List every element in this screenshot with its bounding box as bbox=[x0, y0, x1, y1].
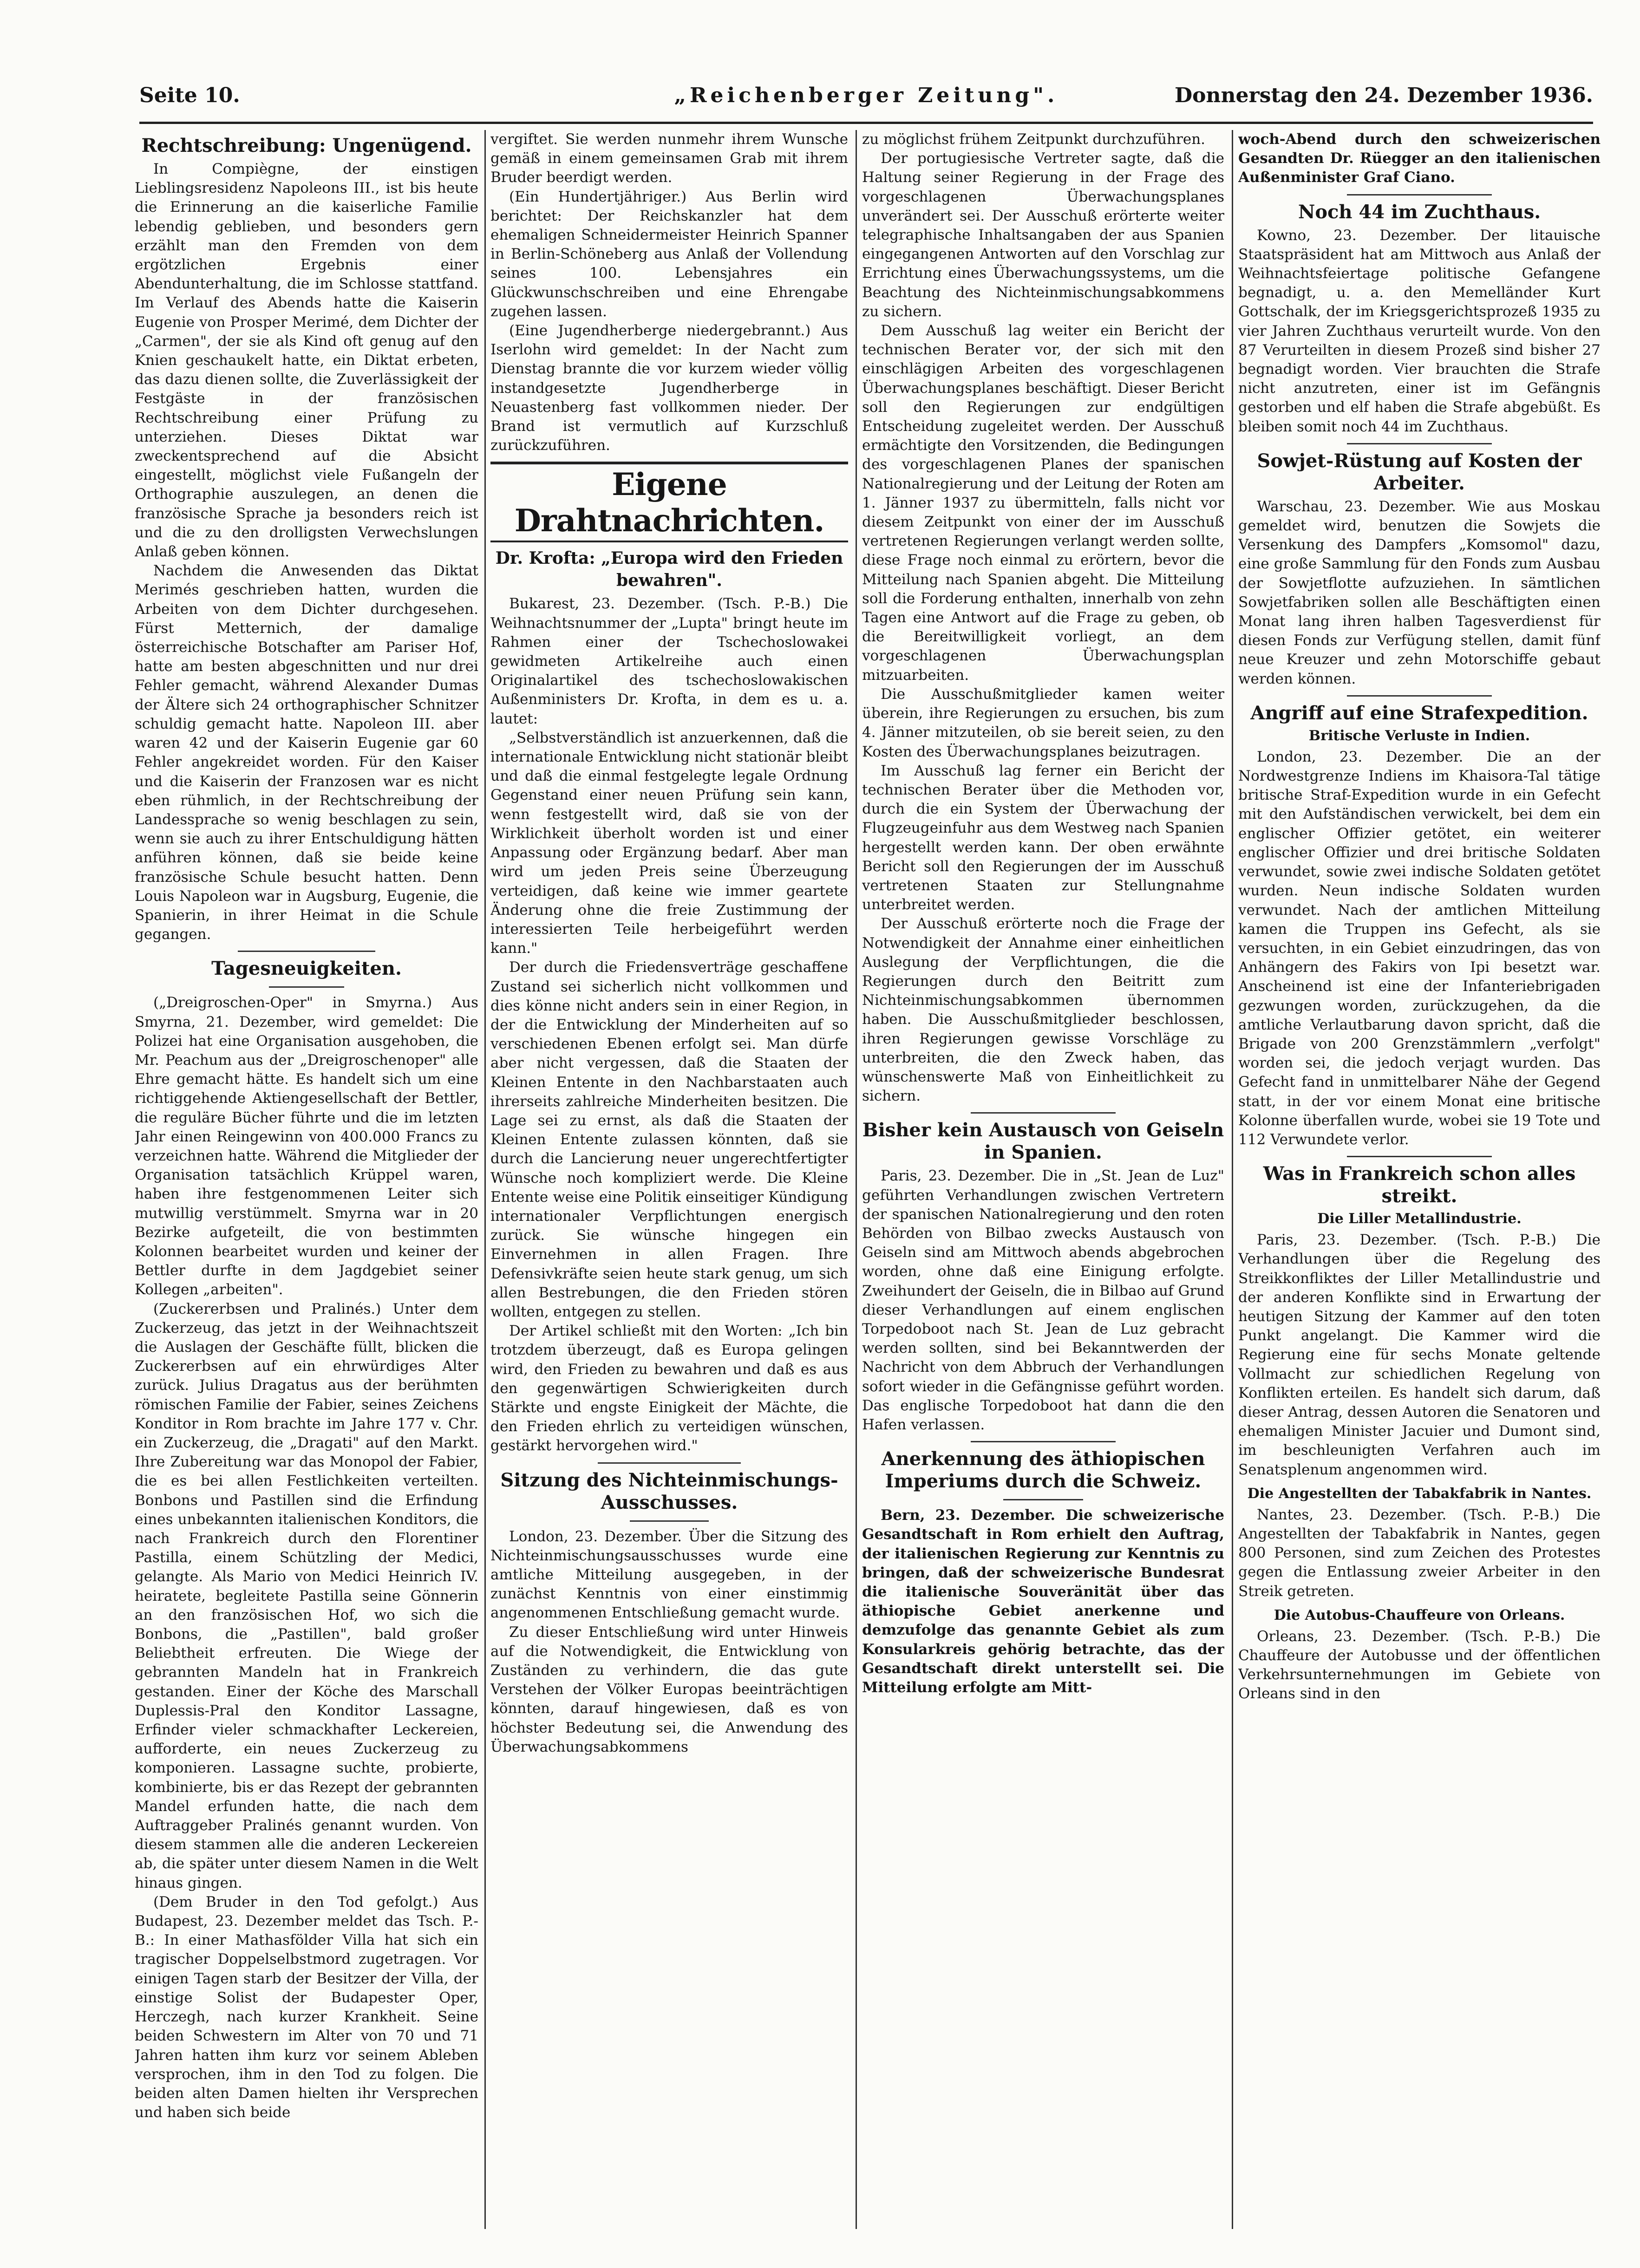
article-separator bbox=[269, 986, 345, 988]
article-paragraph: Im Ausschuß lag ferner ein Bericht der technischen Berater über die Methoden vor, durch die ein System der Überwachung der Flugzeugeinfuhr aus dem Westweg nach Spanien hergestellt werden kann. Der oben erwähnte Bericht soll den Regierungen der im Ausschuß vertretenen Staaten zur Stellungnahme unterbreitet werden. bbox=[862, 762, 1224, 913]
article-paragraph: Orleans, 23. Dezember. (Tsch. P.-B.) Die Chauffeure der Autobusse und der öffentlichen Verkehrsunternehmungen im Gebiete von Orleans sind in den bbox=[1238, 1628, 1601, 1702]
article-subtitle: Britische Verluste in Indien. bbox=[1308, 727, 1530, 744]
column-4 bbox=[1238, 130, 1601, 2229]
article-paragraph: Paris, 23. Dezember. Die in „St. Jean de Luz" geführten Verhandlungen zwischen Vertretern der spanischen Nationalregierung und den roten Behörden von Bilbao zwecks Austausch von Geiseln sind am Mittwoch abends abgebrochen worden, ohne daß eine Einigung erfolgte. Zweihundert der Geiseln, die in Bilbao auf Grund dieser Verhandlungen auf einem englischen Torpedoboot nach St. Jean de Luz gebracht werden sollten, sind bei Bekanntwerden der Nachricht von dem Abbruch der Verhandlungen sofort wieder in die Gefängnisse geführt worden. Das englische Torpedoboot hat dann die den Hafen verlassen. bbox=[862, 1167, 1224, 1433]
column-2 bbox=[490, 130, 848, 2229]
article-paragraph: (Eine Jugendherberge niedergebrannt.) Aus Iserlohn wird gemeldet: In der Nacht zum Dienstag brannte die vor kurzem wieder völlig instandgesetzte Jugendherberge in Neuastenberg fast vollkommen nieder. Der Brand ist vermutlich auf Kurzschluß zurückzuführen. bbox=[490, 322, 848, 454]
article-separator bbox=[630, 1520, 708, 1522]
article-title: Angriff auf eine Strafexpedition. bbox=[1250, 702, 1588, 724]
article-subtitle: Die Angestellten der Tabakfabrik in Nantes. bbox=[1247, 1485, 1592, 1502]
article-paragraph: „Selbstverständlich ist anzuerkennen, daß die internationale Entwicklung nicht stationär bleibt und daß die einmal festgelegte legale Ordnung Gegenstand einer neuen Prüfung sein kann, wenn festgestellt wird, daß sie von der Wirklichkeit überholt worden ist und einer Anpassung oder Ergänzung bedarf. Aber man wird um jeden Preis seine Überzeugung verteidigen, daß keine wie immer geartete Änderung ohne die freie Zustimmung der interessierten Teile herbeigeführt werden kann." bbox=[490, 729, 848, 957]
article-paragraph: (Dem Bruder in den Tod gefolgt.) Aus Budapest, 23. Dezember meldet das Tsch. P.-B.: In einer Mathasfölder Villa hat sich ein tragischer Doppelselbstmord zugetragen. Vor einigen Tagen starb der Besitzer der Villa, der einstige Solist der Budapester Oper, Herczegh, nach kurzer Krankheit. Seine beiden Schwestern im Alter von 70 und 71 Jahren hatten ihm kurz vor seinem Ableben versprochen, ihm in den Tod zu folgen. Die beiden alten Damen hielten ihr Versprechen und haben sich beide bbox=[135, 1893, 478, 2121]
article-paragraph: zu möglichst frühem Zeitpunkt durchzuführen. bbox=[862, 131, 1206, 148]
column-rule bbox=[1232, 130, 1233, 2229]
section-title: Tagesneuigkeiten. bbox=[211, 958, 402, 980]
article-paragraph: London, 23. Dezember. Die an der Nordwestgrenze Indiens im Khaisora-Tal tätige britische Straf-Expedition wurde in ein Gefecht mit den Aufständischen verwickelt, bei dem ein englischer Offizier getötet, ein weiterer englischer Offizier und drei britische Soldaten verwundet, sowie zwei indische Soldaten getötet wurden. Neun indische Soldaten wurden verwundet. Nach der amtlichen Mitteilung kamen die Truppen ins Gefecht, als sie versuchten, in ein Gebiet einzudringen, das von Anhängern des Fakirs von Ipi besetzt war. Anscheinend ist eine der Infanteriebrigaden gezwungen worden, zurückzugehen, da die amtliche Verlautbarung davon spricht, daß die Brigade von 200 Grenzstämmlern „verfolgt" worden sei, die jedoch verjagt wurden. Das Gefecht fand in unmittelbarer Nähe der Gegend statt, in der vor einem Monat eine britische Kolonne überfallen wurde, wobei sie 19 Tote und 112 Verwundete verlor. bbox=[1238, 748, 1601, 1148]
column-rule bbox=[856, 130, 857, 2229]
article-title: Rechtschreibung: Ungenügend. bbox=[141, 135, 472, 156]
article-paragraph: (Zuckererbsen und Pralinés.) Unter dem Zuckerzeug, das jetzt in der Weihnachtszeit die Auslagen der Geschäfte füllt, blicken die Zuckererbsen auf ein ehrwürdiges Alter zurück. Julius Dragatus aus der berühmten römischen Familie der Fabier, seines Zeichens Konditor in Rom brachte im Jahre 177 v. Chr. ein Zuckerzeug, die „Dragati" auf den Markt. Ihre Zubereitung war das Monopol der Fabier, die es bei allen Festlichkeiten verteilten. Bonbons und Pastillen sind die Erfindung eines unbekannten italienischen Konditors, die nach Frankreich durch den Florentiner Pastilla, einem Schützling der Medici, gelangte. Als Mario von Medici Heinrich IV. heiratete, begleitete Pastilla seine Gönnerin an den französischen Hof, wo sich die Bonbons, die „Pastillen", bald großer Beliebtheit erfreuten. Die Wiege der gebrannten Mandeln hat in Frankreich gestanden. Einer der Köche des Marschall Duplessis-Pral den Konditor Lassagne, Erfinder vieler schmackhafter Leckereien, aufforderte, ein neues Zuckerzeug zu komponieren. Lassagne suchte, probierte, kombinierte, bis er das Rezept der gebrannten Mandel erfunden hatte, die nach dem Auftraggeber Pralinés genannt wurden. Von diesem stammen alle die anderen Leckereien ab, die später unter diesem Namen in die Welt hinaus gingen. bbox=[135, 1300, 478, 1891]
article-separator bbox=[971, 1441, 1116, 1442]
article-paragraph: Bukarest, 23. Dezember. (Tsch. P.-B.) Die Weihnachtsnummer der „Lupta" bringt heute im Rahmen einer der Tschechoslowakei gewidmeten Artikelreihe auch einen Originalartikel des tschechoslowakischen Außenministers Dr. Krofta, in dem es u. a. lautet: bbox=[490, 595, 848, 727]
article-paragraph: Die Ausschußmitglieder kamen weiter überein, ihre Regierungen zu ersuchen, bis zum 4. Jänner mitzuteilen, ob sie bereit seien, zu den Kosten des Überwachungsplanes beizutragen. bbox=[862, 685, 1224, 760]
article-title: Sitzung des Nichteinmischungs-Ausschusses. bbox=[500, 1469, 838, 1513]
article-paragraph: Nantes, 23. Dezember. (Tsch. P.-B.) Die Angestellten der Tabakfabrik in Nantes, gegen 800 Personen, sind zum Zeichen des Protestes gegen die Entlassung zweier Arbeiter in den Streik getreten. bbox=[1238, 1506, 1601, 1600]
article-title: Dr. Krofta: „Europa wird den Frieden bewahren". bbox=[495, 548, 843, 591]
article-separator bbox=[971, 1112, 1116, 1114]
article-paragraph: Zu dieser Entschließung wird unter Hinweis auf die Notwendigkeit, die Entwicklung von Zuständen zu verhindern, die das gute Verstehen der Völker Europas beeinträchtigen könnten, darauf hingewiesen, daß es von höchster Bedeutung sei, die Anwendung des Überwachungsabkommens bbox=[490, 1623, 848, 1755]
article-separator bbox=[598, 1462, 741, 1464]
article-paragraph: London, 23. Dezember. Über die Sitzung des Nichteinmischungsausschusses wurde eine amtliche Mitteilung ausgegeben, in der zunächst Kenntnis von einer einstimmig angenommenen Entschließung gemacht wurde. bbox=[490, 1528, 848, 1622]
column-rule bbox=[484, 130, 486, 2229]
article-separator bbox=[238, 951, 375, 952]
article-paragraph: Der portugiesische Vertreter sagte, daß die Haltung seiner Regierung in der Frage des vorgeschlagenen Überwachungsplanes unverändert sei. Der Ausschuß erörterte weiter telegraphische Inhaltsangaben der aus Spanien eingegangenen Antworten auf den Vorschlag zur Errichtung eines Überwachungssystems, um die Beachtung des Nichteinmischungsabkommens zu sichern. bbox=[862, 150, 1224, 320]
article-paragraph: Bern, 23. Dezember. Die schweizerische Gesandtschaft in Rom erhielt den Auftrag, der italienischen Regierung zur Kenntnis zu bringen, daß der schweizerische Bundesrat die italienische Souveränität über das äthiopische Gebiet anerkenne und demzufolge das genannte Gebiet als zum Konsularkreis gehörig betrachte, das der Gesandtschaft direkt unterstellt sei. Die Mitteilung erfolgte am Mitt- bbox=[862, 1507, 1224, 1696]
article-paragraph: Dem Ausschuß lag weiter ein Bericht der technischen Berater vor, der sich mit den einschlägigen Arbeiten des vorgeschlagenen Überwachungsplanes beschäftigt. Dieser Bericht soll den Regierungen zur endgültigen Entscheidung zugeleitet werden. Der Ausschuß ermächtigte den Vorsitzenden, die Bedingungen des vorgeschlagenen Planes der spanischen Nationalregierung und der Leitung der Roten am 1. Jänner 1937 zu übermitteln, falls nicht vor diesem Zeitpunkt von einer der im Ausschuß vertretenen Regierungen verlangt werden sollte, diese Frage noch einmal zu erörtern, bevor die Mitteilung nach Spanien abgeht. Die Mitteilung soll die Forderung enthalten, innerhalb von zehn Tagen eine Antwort auf die Frage zu geben, ob die Bereitwilligkeit vorliegt, an dem vorgeschlagenen Überwachungsplan mitzuarbeiten. bbox=[862, 322, 1224, 684]
article-separator bbox=[1347, 443, 1492, 444]
article-title: Anerkennung des äthiopischen Imperiums durch die Schweiz. bbox=[881, 1448, 1205, 1492]
article-separator bbox=[1347, 1156, 1492, 1157]
page-header bbox=[139, 84, 1593, 111]
article-separator bbox=[1347, 194, 1492, 196]
article-paragraph: Warschau, 23. Dezember. Wie aus Moskau gemeldet wird, benutzen die Sowjets die Versenkung des Dampfers „Komsomol" dazu, eine große Sammlung für den Fonds zum Ausbau der Sowjetflotte aufzuziehen. In sämtlichen Sowjetfabriken sollen alle Beschäftigten einen Monat lang ihren halben Tagesverdienst für diesen Fonds zur Verfügung stellen, damit fünf neue Kreuzer und zehn Motorschiffe gebaut werden können. bbox=[1238, 498, 1601, 687]
article-title: Noch 44 im Zuchthaus. bbox=[1298, 201, 1541, 223]
article-paragraph: In Compiègne, der einstigen Lieblingsresidenz Napoleons III., ist bis heute die Erinnerung an die kaiserliche Familie lebendig geblieben, und besonders gern erzählt man den Fremden von dem ergötzlichen Ergebnis einer Abendunterhaltung, die im Schlosse stattfand. Im Verlauf des Abends hatte die Kaiserin Eugenie von Prosper Merimé, dem Dichter der „Carmen", der sie als Kind oft genug auf den Knien geschaukelt hatte, ein Diktat erbeten, das dazu dienen sollte, die Zuverlässigkeit der Festgäste in der französischen Rechtschreibung einer Prüfung zu unterziehen. Dieses Diktat war zweckentsprechend auf die Absicht eingestellt, möglichst viele Fußangeln der Orthographie auszulegen, an denen die französische Sprache ja besonders reich ist und die zu den drolligsten Verwechslungen Anlaß geben können. bbox=[135, 161, 478, 560]
section-banner: Eigene Drahtnachrichten. bbox=[490, 462, 848, 542]
column-1 bbox=[135, 130, 478, 2229]
article-title: Bisher kein Austausch von Geiseln in Spanien. bbox=[862, 1119, 1224, 1164]
article-paragraph: vergiftet. Sie werden nunmehr ihrem Wunsche gemäß in einem gemeinsamen Grab mit ihrem Bruder beerdigt werden. bbox=[490, 131, 848, 186]
article-paragraph: Der Artikel schließt mit den Worten: „Ich bin trotzdem überzeugt, daß es Europa gelingen wird, den Frieden zu bewahren und daß es aus den gegenwärtigen Schwierigkeiten durch Stärkte und engste Einigkeit der Mächte, die den Frieden ehrlich zu verteidigen wünschen, gestärkt hervorgehen wird." bbox=[490, 1323, 848, 1454]
issue-date: Donnerstag den 24. Dezember 1936. bbox=[1174, 84, 1593, 107]
article-paragraph: Kowno, 23. Dezember. Der litauische Staatspräsident hat am Mittwoch aus Anlaß der Weihnachtsfeiertage politische Gefangene begnadigt, u. a. den Memelländer Kurt Gottschalk, der im Kriegsgerichtsprozeß 1935 zu vier Jahren Zuchthaus verurteilt wurde. Von den 87 Verurteilten in diesem Prozeß sind bisher 27 begnadigt worden. Vier brauchten die Strafe nicht anzutreten, einer ist im Gefängnis gestorben und elf haben die Strafe abgebüßt. Es bleiben somit noch 44 im Zuchthaus. bbox=[1238, 227, 1601, 435]
page-number: Seite 10. bbox=[139, 84, 240, 107]
article-paragraph: Der Ausschuß erörterte noch die Frage der Notwendigkeit der Annahme einer einheitlichen Auslegung der Verpflichtungen, die die Regierungen durch den Beitritt zum Nichteinmischungsabkommen übernommen haben. Die Ausschußmitglieder beschlossen, ihren Regierungen gewisse Vorschläge zu unterbreiten, die den Zweck haben, das wünschenswerte Maß von Einheitlichkeit zu sichern. bbox=[862, 915, 1224, 1105]
column-3 bbox=[862, 130, 1224, 2229]
article-subtitle: Die Liller Metallindustrie. bbox=[1317, 1211, 1522, 1227]
article-paragraph: Der durch die Friedensverträge geschaffene Zustand sei sicherlich nicht vollkommen und dies könne nicht anders sein in einer Region, in der die Entwicklung der Minderheiten auf so verschiedenen Ebenen erfolgt sei. Man dürfe aber nicht vergessen, daß die Staaten der Kleinen Entente in den Nachbarstaaten auch ihrerseits zahlreiche Minderheiten besitzen. Die Lage sei zu ernst, als daß die Staaten der Kleinen Entente zulassen könnten, daß sie durch die Lancierung neuer ungerechtfertigter Wünsche noch kompliziert werde. Die Kleine Entente weise eine Politik einseitiger Kündigung internationaler Verpflichtungen energisch zurück. Sie wünsche hingegen ein Einvernehmen in allen Fragen. Ihre Defensivkräfte seien heute stark genug, um sich allen Bestrebungen, die den Frieden stören wollten, entgegen zu stellen. bbox=[490, 959, 848, 1320]
article-paragraph: Nachdem die Anwesenden das Diktat Merimés geschrieben hatten, wurden die Arbeiten von dem Dichter durchgesehen. Fürst Metternich, der damalige österreichische Botschafter am Pariser Hof, hatte am besten abgeschnitten und nur drei Fehler gemacht, während Alexander Dumas der Ältere sich 24 orthographischer Schnitzer schuldig gemacht hatte. Napoleon III. aber waren 42 und der Kaiserin Eugenie gar 60 Fehler angekreidet worden. Für den Kaiser und die Kaiserin der Franzosen war es nicht eben rühmlich, in der Rechtschreibung der Landessprache so wenig beschlagen zu sein, wenn sie auch zu ihrer Entschuldigung hätten anführen können, daß sie beide keine französische Schule besucht hatten. Denn Louis Napoleon war in Augsburg, Eugenie, die Spanierin, in ihrer Heimat in die Schule gegangen. bbox=[135, 562, 478, 943]
header-rule bbox=[139, 122, 1593, 124]
article-subtitle: Die Autobus-Chauffeure von Orleans. bbox=[1274, 1607, 1565, 1623]
article-title: Sowjet-Rüstung auf Kosten der Arbeiter. bbox=[1257, 450, 1582, 494]
article-separator bbox=[1003, 1499, 1083, 1500]
article-paragraph: (Ein Hundertjähriger.) Aus Berlin wird berichtet: Der Reichskanzler hat dem ehemaligen Schneidermeister Heinrich Spanner in Berlin-Schöneberg aus Anlaß der Vollendung seines 100. Lebensjahres ein Glückwunschschreiben und eine Ehrengabe zugehen lassen. bbox=[490, 188, 848, 320]
article-paragraph: Paris, 23. Dezember. (Tsch. P.-B.) Die Verhandlungen über die Regelung des Streikkonfliktes der Liller Metallindustrie und der anderen Konflikte sind in Erwartung der heutigen Sitzung der Kammer auf den toten Punkt angelangt. Die Kammer wird die Regierung eine für sechs Monate geltende Vollmacht zur schiedlichen Regelung von Konflikten erteilen. Es handelt sich darum, daß dieser Antrag, dessen Autoren die Senatoren und ehemaligen Minister Jacuier und Dumont sind, im beschleunigten Verfahren auch im Senatsplenum angenommen wird. bbox=[1238, 1232, 1601, 1478]
article-paragraph: („Dreigroschen-Oper" in Smyrna.) Aus Smyrna, 21. Dezember, wird gemeldet: Die Polizei hat eine Organisation ausgehoben, die Mr. Peachum aus der „Dreigroschenoper" alle Ehre gemacht hätte. Es handelt sich um eine richtiggehende Aktiengesellschaft der Bettler, die reguläre Bücher führte und die im letzten Jahr einen Reingewinn von 400.000 Francs zu verzeichnen hatte. Während die Mitglieder der Organisation tatsächlich Krüppel waren, haben ihre festgenommenen Leiter sich mutwillig verstümmelt. Smyrna war in 20 Bezirke aufgeteilt, die von bestimmten Kolonnen bearbeitet wurden und keiner der Bettler durfte in dem Jagdgebiet seiner Kollegen „arbeiten". bbox=[135, 994, 478, 1298]
article-separator bbox=[1347, 695, 1492, 697]
newspaper-name: „Reichenberger Zeitung". bbox=[674, 84, 1058, 107]
article-paragraph: woch-Abend durch den schweizerischen Gesandten Dr. Rüegger an den italienischen Außenminister Graf Ciano. bbox=[1238, 131, 1601, 186]
article-title: Was in Frankreich schon alles streikt. bbox=[1263, 1163, 1576, 1207]
